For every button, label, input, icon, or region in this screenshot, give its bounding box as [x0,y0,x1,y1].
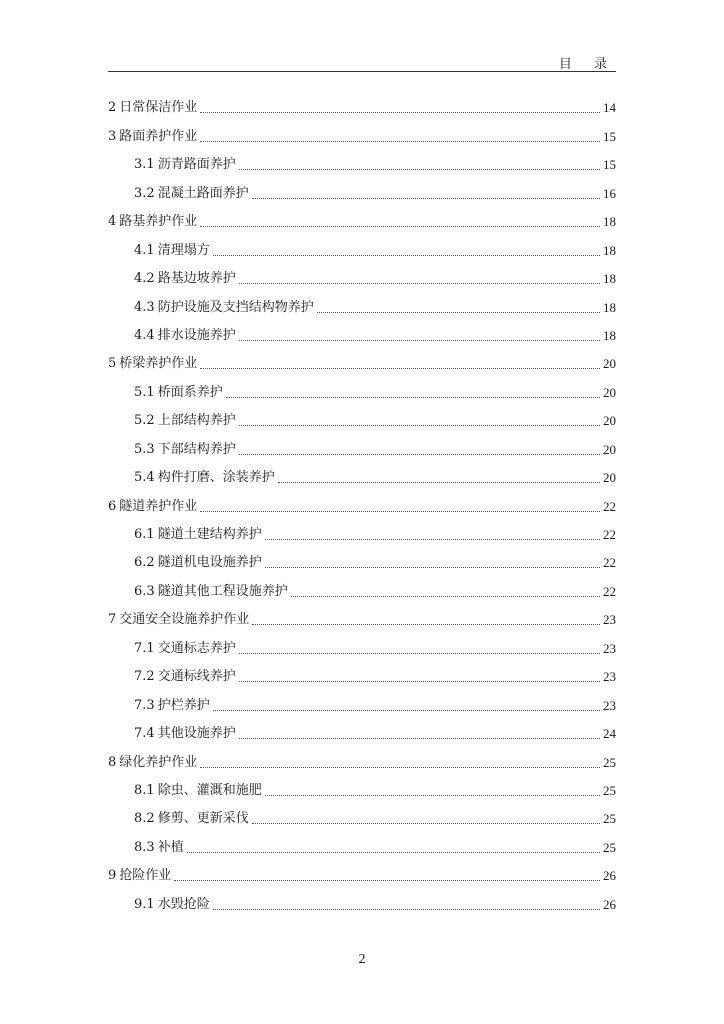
toc-entry[interactable] [108,145,616,173]
toc-entry[interactable] [108,316,616,344]
toc-entry-label: 沥青路面养护 [157,157,236,173]
toc-entry[interactable] [108,799,616,827]
toc-entry-label: 除虫、灌溉和施肥 [157,782,262,798]
toc-dot-leader [213,908,600,910]
toc-entry-number: 2 [108,100,117,116]
toc-entry-number: 5.3 [134,441,155,457]
toc-entry[interactable] [108,742,616,770]
toc-entry[interactable] [108,486,616,514]
toc-entry-label: 绿化养护作业 [119,754,198,770]
toc-entry[interactable] [108,543,616,571]
toc-dot-leader [226,396,600,398]
toc-entry-label: 抢险作业 [119,868,172,884]
toc-entry-label: 交通标志养护 [157,640,236,656]
toc-entry-number: 5.4 [134,470,155,486]
toc-entry-page: 20 [603,470,616,486]
toc-entry-page: 15 [603,157,616,173]
toc-entry-number: 8.3 [134,839,155,855]
toc-entry-page: 18 [603,271,616,287]
toc-dot-leader [252,822,600,824]
header-divider [108,71,616,72]
toc-entry[interactable] [108,771,616,799]
toc-entry-label: 隧道土建结构养护 [157,527,262,542]
toc-entry-number: 8.1 [134,782,155,798]
toc-entry-page: 23 [603,640,616,656]
toc-entry-page: 25 [603,754,616,770]
toc-dot-leader [187,851,600,853]
toc-entry-number: 7.4 [134,726,155,742]
toc-dot-leader [200,225,600,227]
toc-entry-number: 3.2 [134,185,155,201]
toc-entry[interactable] [108,600,616,628]
toc-entry-label: 上部结构养护 [157,413,236,429]
toc-dot-leader [239,282,600,284]
toc-dot-leader [200,140,600,142]
toc-dot-leader [239,339,600,341]
toc-entry-number: 4.3 [134,299,155,315]
toc-dot-leader [239,424,600,426]
toc-entry[interactable] [108,657,616,685]
toc-entry-number: 4.2 [134,271,155,287]
toc-entry-number: 3.1 [134,157,155,173]
toc-entry[interactable] [108,173,616,201]
toc-entry-label: 路面养护作业 [119,128,198,144]
toc-entry-label: 日常保洁作业 [119,100,198,116]
toc-entry-label: 水毁抢险 [157,896,210,912]
toc-entry-page: 23 [603,669,616,685]
toc-entry[interactable] [108,429,616,457]
toc-entry-label: 隧道其他工程设施养护 [157,583,288,599]
toc-dot-leader [265,794,600,796]
toc-dot-leader [252,197,600,199]
toc-dot-leader [265,566,600,568]
toc-entry-page: 18 [603,299,616,315]
toc-entry-label: 其他设施养护 [157,726,236,742]
toc-entry-label: 清理塌方 [157,242,210,258]
toc-entry-page: 26 [603,896,616,912]
toc-entry-page: 22 [603,498,616,514]
toc-entry-number: 9.1 [134,896,155,912]
toc-dot-leader [278,481,600,483]
page-header-title: 目 录 [558,57,616,72]
toc-entry-number: 5 [108,356,117,372]
toc-entry-label: 隧道养护作业 [119,498,198,514]
toc-entry[interactable] [108,685,616,713]
toc-dot-leader [213,254,600,256]
toc-dot-leader [213,709,600,711]
toc-entry[interactable] [108,230,616,258]
toc-entry-page: 23 [603,612,616,628]
toc-entry-page: 18 [603,242,616,258]
toc-entry-label: 隧道机电设施养护 [157,555,262,571]
toc-dot-leader [239,652,600,654]
toc-entry[interactable] [108,827,616,855]
toc-entry-label: 交通标线养护 [157,669,236,685]
toc-entry-label: 防护设施及支挡结构物养护 [157,299,314,315]
toc-entry-page: 18 [603,214,616,230]
page-number: 2 [358,952,366,967]
toc-entry[interactable] [108,287,616,315]
toc-entry-number: 8 [108,754,117,770]
toc-entry-number: 5.1 [134,384,155,400]
toc-entry-number: 6.1 [134,527,155,542]
toc-entry-number: 6.3 [134,583,155,599]
toc-entry-page: 20 [603,413,616,429]
toc-entry[interactable] [108,88,616,116]
toc-entry[interactable] [108,628,616,656]
toc-entry-label: 下部结构养护 [157,441,236,457]
toc-entry-page: 26 [603,868,616,884]
toc-entry-page: 25 [603,782,616,798]
toc-entry-page: 24 [603,726,616,742]
toc-dot-leader [317,311,600,313]
toc-dot-leader [174,879,600,881]
toc-entry-page: 25 [603,811,616,827]
toc-entry-label: 构件打磨、涂装养护 [157,470,275,486]
toc-entry-label: 桥面系养护 [157,384,223,400]
toc-entry-number: 6.2 [134,555,155,571]
toc-entry-page: 20 [603,384,616,400]
toc-entry-page: 22 [603,527,616,542]
toc-entry[interactable] [108,458,616,486]
toc-entry-label: 排水设施养护 [157,327,236,343]
toc-entry[interactable] [108,714,616,742]
toc-dot-leader [239,680,600,682]
toc-entry-number: 3 [108,128,117,144]
toc-entry-label: 桥梁养护作业 [119,356,198,372]
toc-dot-leader [252,623,600,625]
toc-entry[interactable] [108,372,616,400]
toc-entry-number: 4.1 [134,242,155,258]
toc-entry[interactable] [108,856,616,884]
toc-dot-leader [291,595,600,597]
toc-entry[interactable] [108,202,616,230]
toc-entry-page: 22 [603,583,616,599]
toc-entry-number: 7.1 [134,640,155,656]
toc-entry-page: 18 [603,327,616,343]
toc-dot-leader [200,510,600,512]
toc-dot-leader [265,538,600,540]
toc-entry-label: 护栏养护 [157,697,210,713]
toc-entry-label: 修剪、更新采伐 [157,811,249,827]
toc-entry-number: 4 [108,214,117,230]
toc-dot-leader [239,453,600,455]
toc-dot-leader [239,737,600,739]
toc-dot-leader [200,766,600,768]
toc-entry-number: 5.2 [134,413,155,429]
toc-entry-page: 16 [603,185,616,201]
toc-entry-page: 15 [603,128,616,144]
toc-entry-number: 7.2 [134,669,155,685]
table-of-contents [108,88,616,913]
toc-dot-leader [200,111,600,113]
toc-entry[interactable] [108,259,616,287]
toc-entry-page: 23 [603,697,616,713]
toc-entry-label: 补植 [157,839,184,855]
toc-entry-number: 8.2 [134,811,155,827]
toc-entry-number: 9 [108,868,117,884]
toc-entry[interactable] [108,401,616,429]
toc-entry-label: 交通安全设施养护作业 [119,612,250,628]
toc-entry-number: 4.4 [134,327,155,343]
toc-entry-label: 路基养护作业 [119,214,198,230]
toc-entry-number: 7 [108,612,117,628]
toc-entry-page: 20 [603,356,616,372]
toc-entry-number: 6 [108,498,117,514]
toc-entry-page: 25 [603,839,616,855]
toc-entry-page: 14 [603,100,616,116]
toc-entry[interactable] [108,515,616,543]
toc-dot-leader [200,367,600,369]
toc-entry[interactable] [108,116,616,144]
toc-entry-page: 20 [603,441,616,457]
toc-entry[interactable] [108,344,616,372]
toc-entry-label: 路基边坡养护 [157,271,236,287]
toc-dot-leader [239,168,600,170]
toc-entry-label: 混凝土路面养护 [157,185,249,201]
toc-entry-number: 7.3 [134,697,155,713]
toc-entry[interactable] [108,571,616,599]
toc-entry[interactable] [108,884,616,912]
toc-entry-page: 22 [603,555,616,571]
